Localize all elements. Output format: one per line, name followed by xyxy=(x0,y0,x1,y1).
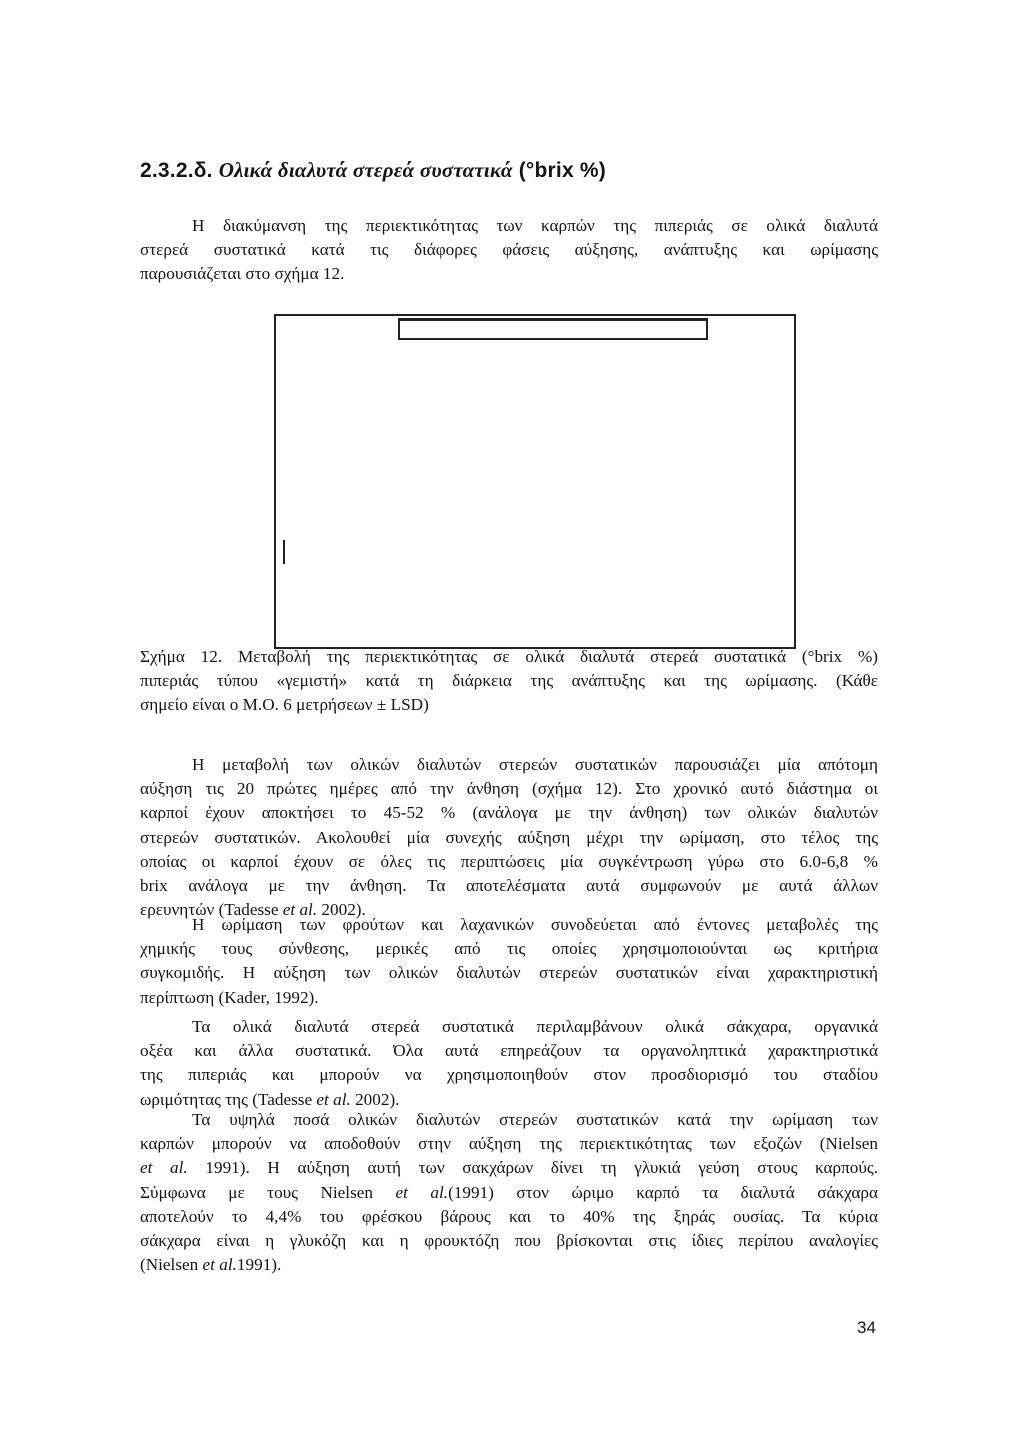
text-line: Η ωρίμαση των φρούτων και λαχανικών συνοδεύεται από έντονες μεταβολές της xyxy=(192,915,878,934)
text-line: brix ανάλογα με την άνθηση. Τα αποτελέσματα αυτά συμφωνούν με αυτά άλλων xyxy=(140,876,878,896)
text-line: Η μεταβολή των ολικών διαλυτών στερεών συστατικών παρουσιάζει μία απότομη xyxy=(192,755,878,774)
text-line xyxy=(140,1253,878,1277)
text-line xyxy=(140,1156,878,1180)
section-unit: (°brix %) xyxy=(518,159,606,182)
text-line xyxy=(140,1181,878,1205)
text-run: ερευνητών (Tadesse xyxy=(140,900,283,920)
text-line: οποίας οι καρποί έχουν σε όλες τις περιπτώσεις μία συγκέντρωση γύρω στο 6.0-6,8 % xyxy=(140,851,878,871)
citation-etal: et al. xyxy=(282,900,318,920)
text-line: περίπτωση (Kader, 1992). xyxy=(140,987,319,1007)
caption-line: Σχήμα 12. Μεταβολή της περιεκτικότητας σε ολικά διαλυτά στερεά συστατικά (°brix %) xyxy=(140,647,878,666)
text-line: στερεών συστατικών. Ακολουθεί μία συνεχής αύξηση μέχρι την ωρίμαση, στο τέλος της xyxy=(140,827,878,847)
section-number: 2.3.2.δ. xyxy=(140,159,213,182)
text-run: 2002). xyxy=(350,1089,400,1109)
text-line: της πιπεριάς και μπορούν να χρησιμοποιηθούν στον προσδιορισμό του σταδίου xyxy=(140,1065,878,1085)
text-run: 1991). Η αύξηση αυτή των σακχάρων δίνει τη γλυκιά γεύση στους καρπούς. xyxy=(187,1158,879,1178)
text-line: χημικής τους σύνθεσης, μερικές από τις οποίες χρησιμοποιούνται ως κριτήρια xyxy=(140,939,878,959)
paragraph-results xyxy=(140,753,878,922)
text-run: 2002). xyxy=(317,900,366,920)
page-number: 34 xyxy=(857,1318,876,1337)
text-line: Τα ολικά διαλυτά στερεά συστατικά περιλαμβάνουν ολικά σάκχαρα, οργανικά xyxy=(192,1017,878,1036)
text-line: στερεά συστατικά κατά τις διάφορες φάσεις αύξησης, ανάπτυξης και ωρίμασης xyxy=(140,240,878,260)
text-line: συγκομιδής. Η αύξηση των ολικών διαλυτών στερεών συστατικών είναι χαρακτηριστική xyxy=(140,963,878,983)
text-run: 1991). xyxy=(236,1255,282,1275)
section-title: Ολικά διαλυτά στερεά συστατικά xyxy=(218,158,513,182)
intro-paragraph xyxy=(140,214,878,287)
citation-etal: et al. xyxy=(202,1255,237,1275)
caption-line: πιπεριάς τύπου «γεμιστή» κατά τη διάρκεια της ανάπτυξης και της ωρίμασης. (Κάθε xyxy=(140,671,878,691)
paragraph-ripening xyxy=(140,913,878,1010)
figure-mark xyxy=(283,540,285,564)
text-line: καρποί έχουν αποκτήσει το 45-52 % (ανάλογα με την άνθηση) των ολικών διαλυτών xyxy=(140,803,878,823)
text-line: σάκχαρα είναι η γλυκόζη και η φρουκτόζη που βρίσκονται στις ίδιες περίπου αναλογίες xyxy=(140,1231,878,1251)
text-run: Σύμφωνα με τους Nielsen xyxy=(140,1182,396,1202)
figure-12-frame xyxy=(274,314,796,649)
text-run: (1991) στον ώριμο καρπό τα διαλυτά σάκχαρα xyxy=(448,1182,878,1202)
text-line: παρουσιάζεται στο σχήμα 12. xyxy=(140,264,345,284)
figure-caption xyxy=(140,645,878,718)
section-heading xyxy=(140,158,606,183)
citation-etal: et al. xyxy=(140,1158,188,1178)
text-line: Η διακύμανση της περιεκτικότητας των καρπών της πιπεριάς σε ολικά διαλυτά xyxy=(192,216,878,235)
citation-etal: et al. xyxy=(395,1182,449,1202)
text-line: Τα υψηλά ποσά ολικών διαλυτών στερεών συστατικών κατά την ωρίμαση των xyxy=(192,1110,878,1129)
text-line: οξέα και άλλα συστατικά. Όλα αυτά επηρεάζουν τα οργανοληπτικά χαρακτηριστικά xyxy=(140,1041,878,1061)
text-line: καρπών μπορούν να αποδοθούν στην αύξηση της περιεκτικότητας των εξοζών (Nielsen xyxy=(140,1134,878,1154)
text-line: αποτελούν το 4,4% του φρέσκου βάρους και το 40% της ξηράς ουσίας. Τα κύρια xyxy=(140,1206,878,1226)
caption-line: σημείο είναι ο Μ.Ο. 6 μετρήσεων ± LSD) xyxy=(140,695,429,715)
text-run: (Nielsen xyxy=(140,1255,203,1275)
figure-legend-box xyxy=(398,318,708,340)
paragraph-sugars xyxy=(140,1108,878,1277)
text-line: αύξηση τις 20 πρώτες ημέρες από την άνθηση (σχήμα 12). Στο χρονικό αυτό διάστημα οι xyxy=(140,779,878,799)
paragraph-composition xyxy=(140,1015,878,1112)
citation-etal: et al. xyxy=(316,1089,351,1109)
text-run: ωριμότητας της (Tadesse xyxy=(140,1089,317,1109)
